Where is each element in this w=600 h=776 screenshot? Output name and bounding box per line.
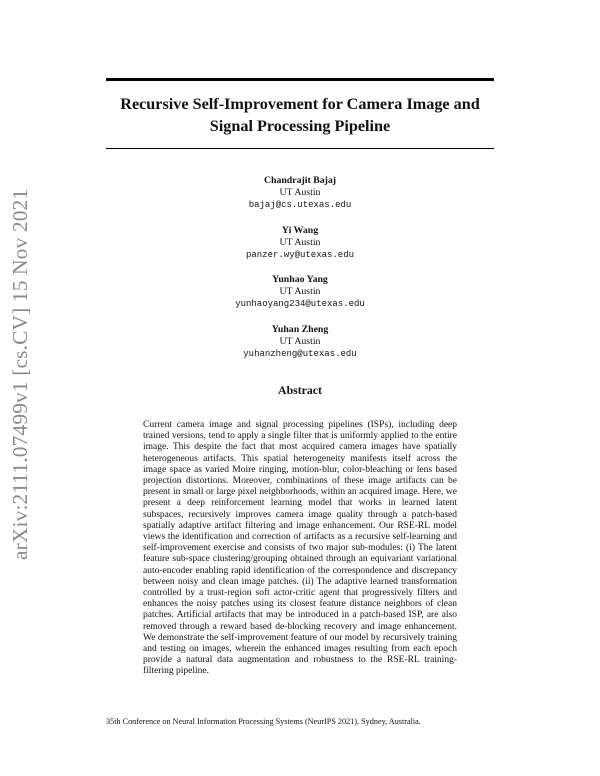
author-email: panzer.wy@utexas.edu xyxy=(245,249,355,260)
title-rule-bottom xyxy=(106,148,494,149)
paper-title xyxy=(106,93,494,137)
author-affiliation: UT Austin xyxy=(279,236,321,248)
paper-title-line-2: Signal Processing Pipeline xyxy=(209,117,391,135)
arxiv-side-stamp: arXiv:2111.07499v1 [cs.CV] 15 Nov 2021 xyxy=(8,188,32,560)
author-name: Yuhan Zheng xyxy=(271,323,329,335)
author-name: Chandrajit Bajaj xyxy=(263,175,337,186)
author-block xyxy=(106,274,494,324)
author-name: Yunhao Yang xyxy=(272,274,328,285)
author-email: yunhaoyang234@utexas.edu xyxy=(235,299,365,309)
author-affiliation: UT Austin xyxy=(279,187,321,198)
abstract-text: Current camera image and signal processing pipelines (ISPs), including deep trained versions, tend to apply a single filter that is uniformly applied to the entire image. This despite the fact that most acquired camera images have spatially heterogeneous artifacts. This spatial heterogeneity manifests itself across the image space as varied Moire ringing, motion-blur, color-bleaching or lens based projection distortions. Moreover, combinations of these image artifacts can be present in small or large pixel neighborhoods, within an acquired image. Here, we present a deep reinforcement learning model that works in learned latent subspaces, recursively improves camera image quality through a patch-based spatially adaptive artifact filtering and image enhancement. Our RSE-RL model views the identification and correction of artifacts as a recursive self-learning and self-improvement exercise and consists of two major sub-modules: (i) The latent feature sub-space clustering/grouping obtained through an equivariant variational auto-encoder enabling rapid identification of the correspondence and discrepancy between noisy and clean image patches. (ii) The adaptive learned transformation controlled by a trust-region soft actor-critic agent that progressively filters and enhances the noisy patches using its closest feature distance neighbors of clean patches. Artificial artifacts that may be introduced in a patch-based ISP, are also removed through a reward based de-blocking recovery and image enhancement. We demonstrate the self-improvement feature of our model by recursively training and testing on images, wherein the enhanced images resulting from each epoch provide a natural data augmentation and robustness to the RSE-RL training-filtering pipeline. xyxy=(143,420,457,677)
author-list xyxy=(106,175,494,373)
author-block xyxy=(106,175,494,225)
title-rule-top xyxy=(106,78,494,81)
abstract-heading: Abstract xyxy=(278,383,322,397)
author-affiliation: UT Austin xyxy=(279,335,321,347)
author-email: yuhanzheng@utexas.edu xyxy=(243,348,357,359)
conference-footnote: 35th Conference on Neural Information Processing Systems (NeurIPS 2021), Sydney, Australia. xyxy=(106,717,421,726)
author-affiliation: UT Austin xyxy=(279,286,321,297)
paper-title-line-1: Recursive Self-Improvement for Camera Image and xyxy=(120,95,480,113)
author-name: Yi Wang xyxy=(281,224,319,236)
author-block xyxy=(106,324,494,374)
author-block xyxy=(106,225,494,275)
author-email: bajaj@cs.utexas.edu xyxy=(248,200,352,210)
